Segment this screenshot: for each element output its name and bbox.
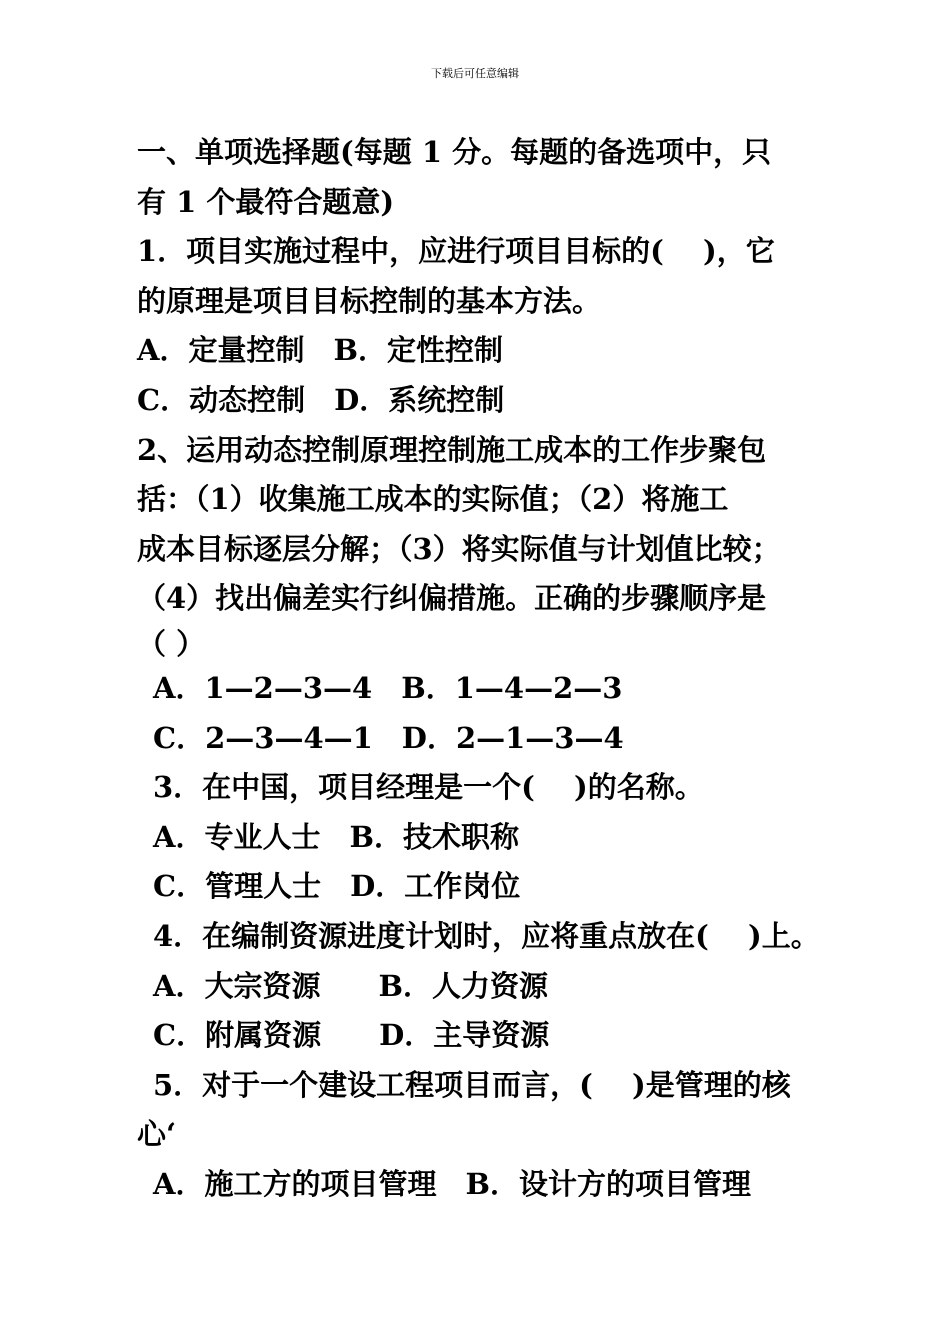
- question-3-options-cd: C．管理人士 D．工作岗位: [153, 869, 521, 904]
- question-3-options-ab: A．专业人士 B．技术职称: [153, 819, 520, 854]
- question-5-stem-line-2: 心‘: [137, 1117, 177, 1152]
- question-1-options-ab: A．定量控制 B．定性控制: [137, 333, 504, 368]
- question-1-stem-line-1: 1．项目实施过程中，应进行项目目标的( )，它: [137, 234, 775, 269]
- question-2-stem-line-1: 2、运用动态控制原理控制施工成本的工作步聚包: [137, 432, 767, 467]
- question-3-stem: 3．在中国，项目经理是一个( )的名称。: [153, 770, 704, 805]
- section-heading-line-2: 有 1 个最符合题意): [137, 184, 395, 219]
- question-1-stem-line-2: 的原理是项目目标控制的基本方法。: [137, 283, 602, 318]
- question-4-options-cd: C．附属资源 D．主导资源: [153, 1018, 550, 1053]
- question-2-stem-line-2: 括：（1）收集施工成本的实际值；（2）将施工: [137, 482, 729, 517]
- question-2-options-ab: A．1—2—3—4 B．1—4—2—3: [153, 670, 623, 705]
- page-header: 下载后可任意编辑: [431, 67, 519, 80]
- question-5-options-ab: A．施工方的项目管理 B．设计方的项目管理: [153, 1166, 752, 1201]
- section-heading-line-1: 一、单项选择题(每题 1 分。每题的备选项中，只: [137, 135, 772, 169]
- question-2-options-cd: C．2—3—4—1 D．2—1—3—4: [153, 720, 624, 755]
- question-4-stem: 4．在编制资源进度计划时，应将重点放在( )上。: [153, 918, 820, 953]
- question-4-options-ab: A．大宗资源 B．人力资源: [153, 968, 549, 1003]
- question-5-stem-line-1: 5．对于一个建设工程项目而言，( )是管理的核: [153, 1067, 791, 1102]
- question-2-blank: （ ）: [137, 626, 206, 661]
- question-2-stem-line-4: （4）找出偏差实行纠偏措施。正确的步骤顺序是: [137, 581, 767, 616]
- document-body: [137, 128, 857, 1209]
- question-1-options-cd: C．动态控制 D．系统控制: [137, 382, 505, 417]
- question-2-stem-line-3: 成本目标逐层分解；（3）将实际值与计划值比较；: [137, 531, 781, 566]
